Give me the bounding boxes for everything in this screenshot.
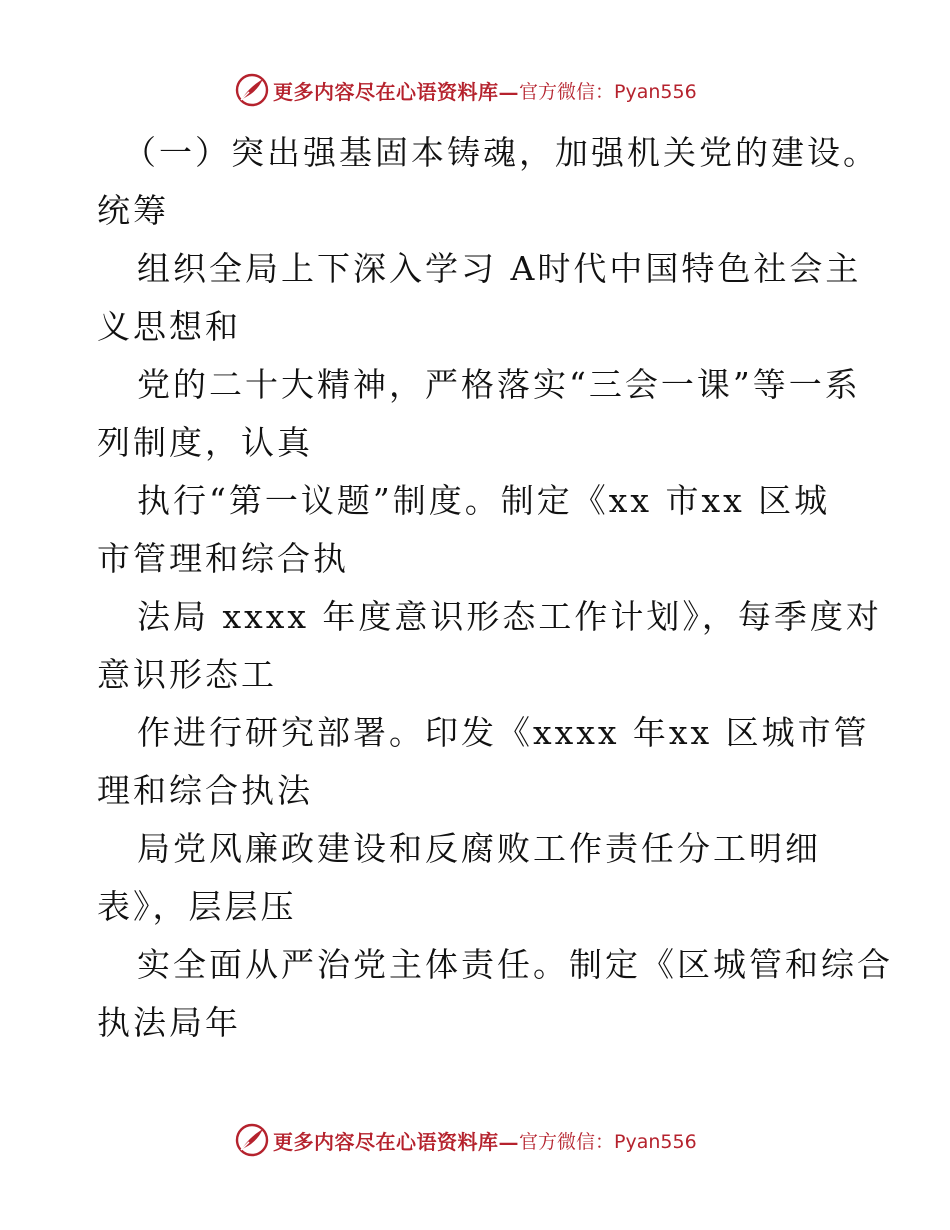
text-line: 理和综合执法 [97,771,313,810]
text-line: 表》，层层压 [97,887,297,926]
watermark-brand-text: 更多内容尽在心语资料库— [273,79,519,104]
text-line: 意识形态工 [97,655,277,694]
text-line: 作进行研究部署。印发《xxxx 年xx 区城市管 [137,713,870,752]
text-line: 局党风廉政建设和反腐败工作责任分工明细 [137,829,821,868]
text-line: 列制度，认真 [97,423,313,462]
watermark-contact-text: 官方微信：Pyan556 [519,80,697,103]
text-line: 实全面从严治党主体责任。制定《区城管和综合 [137,945,893,984]
text-line: （一）突出强基固本铸魂，加强机关党的建设。 [123,133,879,172]
watermark-contact-text: 官方微信：Pyan556 [519,1130,697,1153]
text-line: 统筹 [97,191,169,230]
text-line: 法局 xxxx 年度意识形态工作计划》，每季度对 [137,597,882,636]
feather-pen-logo-icon [235,1123,269,1157]
text-line: 义思想和 [97,307,241,346]
feather-pen-logo-icon [235,73,269,107]
text-line: 执法局年 [97,1003,241,1042]
footer-watermark [235,1122,697,1158]
text-line: 执行“第一议题”制度。制定《xx 市xx 区城 [137,481,831,520]
text-line: 市管理和综合执 [97,539,349,578]
watermark-brand-text: 更多内容尽在心语资料库— [273,1129,519,1154]
document-body [97,124,893,1052]
text-line: 组织全局上下深入学习 A时代中国特色社会主 [137,249,862,288]
header-watermark [235,72,697,108]
text-line: 党的二十大精神，严格落实“三会一课”等一系 [137,365,861,404]
